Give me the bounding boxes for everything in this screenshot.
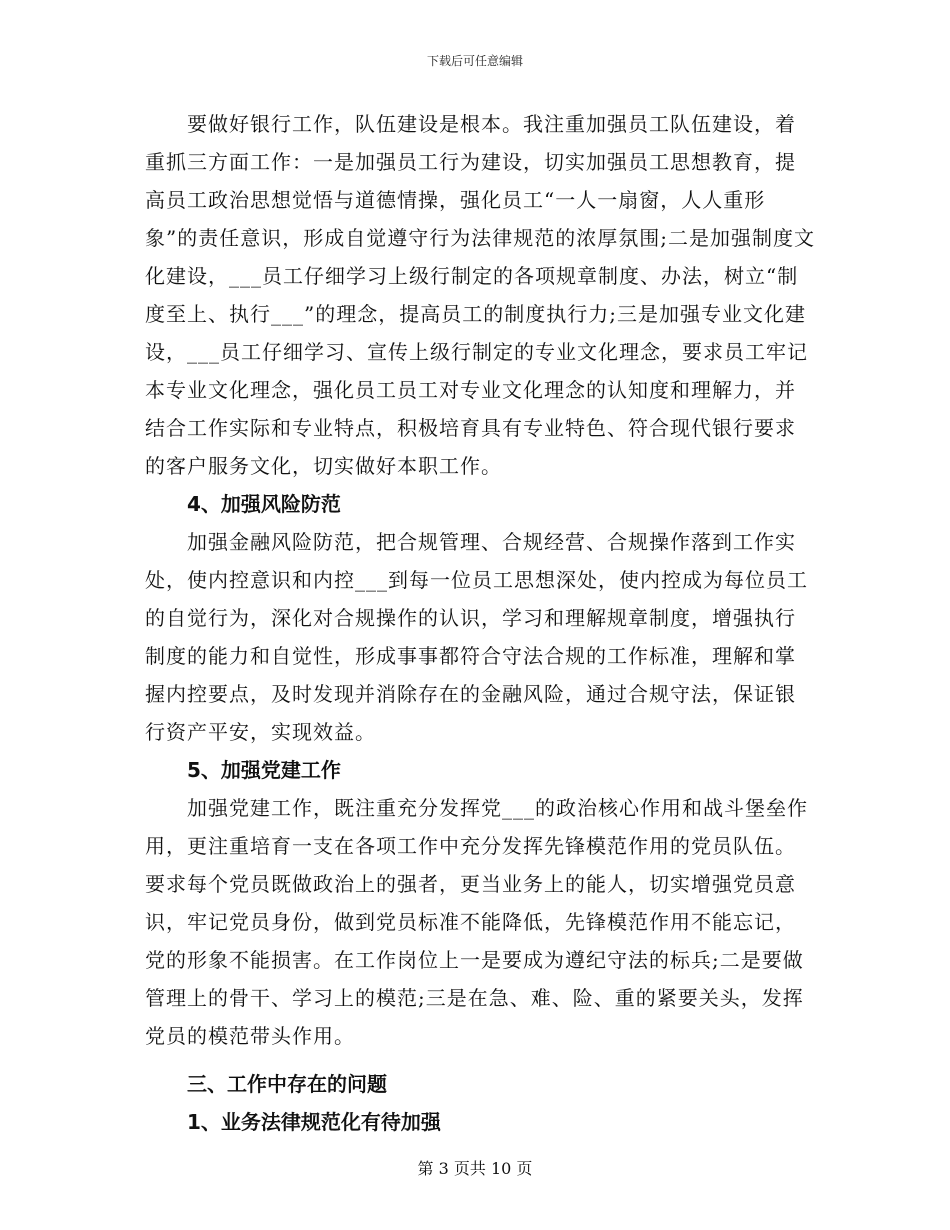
paragraph-text: 要做好银行工作，队伍建设是根本。我注重加强员工队伍建设，着重抓三方面工作：一是加强员工行为建设，切实加强员工思想教育，提高员工政治思想觉悟与道德情操，强化员工“一人一扇窗，人人重形象”的责任意识，形成自觉遵守行为法律规范的浓厚氛围;二是加强制度文化建设，___员工仔细学习上级行制定的各项规章制度、办法，树立“制度至上、执行___”的理念，提高员工的制度执行力;三是加强专业文化建设，___员工仔细学习、宣传上级行制定的专业文化理念，要求员工牢记本专业文化理念，强化员工员工对专业文化理念的认知度和理解力，并结合工作实际和专业特点，积极培育具有专业特色、符合现代银行要求的客户服务文化，切实做好本职工作。 [145,112,815,478]
paragraph-risk-prevention [145,523,815,751]
page-header: 下载后可任意编辑 [426,54,523,68]
heading-legal-compliance: 1、业务法律规范化有待加强 [187,1110,441,1134]
paragraph-party-building [145,789,815,1055]
heading-risk-prevention: 4、加强风险防范 [187,492,341,516]
section-heading-problems: 三、工作中存在的问题 [187,1072,387,1096]
page-number: 第 3 页共 10 页 [417,1159,533,1178]
paragraph-team-building [145,105,815,485]
document-body [145,105,815,1141]
paragraph-text: 加强党建工作，既注重充分发挥党___的政治核心作用和战斗堡垒作用，更注重培育一支在各项工作中充分发挥先锋模范作用的党员队伍。要求每个党员既做政治上的强者，更当业务上的能人，切实增强党员意识，牢记党员身份，做到党员标准不能降低，先锋模范作用不能忘记，党的形象不能损害。在工作岗位上一是要成为遵纪守法的标兵;二是要做管理上的骨干、学习上的模范;三是在急、难、险、重的紧要关头，发挥党员的模范带头作用。 [145,796,808,1048]
heading-party-building: 5、加强党建工作 [187,758,341,782]
paragraph-text: 加强金融风险防范，把合规管理、合规经营、合规操作落到工作实处，使内控意识和内控___到每一位员工思想深处，使内控成为每位员工的自觉行为，深化对合规操作的认识，学习和理解规章制度，增强执行制度的能力和自觉性，形成事事都符合守法合规的工作标准，理解和掌握内控要点，及时发现并消除存在的金融风险，通过合规守法，保证银行资产平安，实现效益。 [145,530,808,744]
